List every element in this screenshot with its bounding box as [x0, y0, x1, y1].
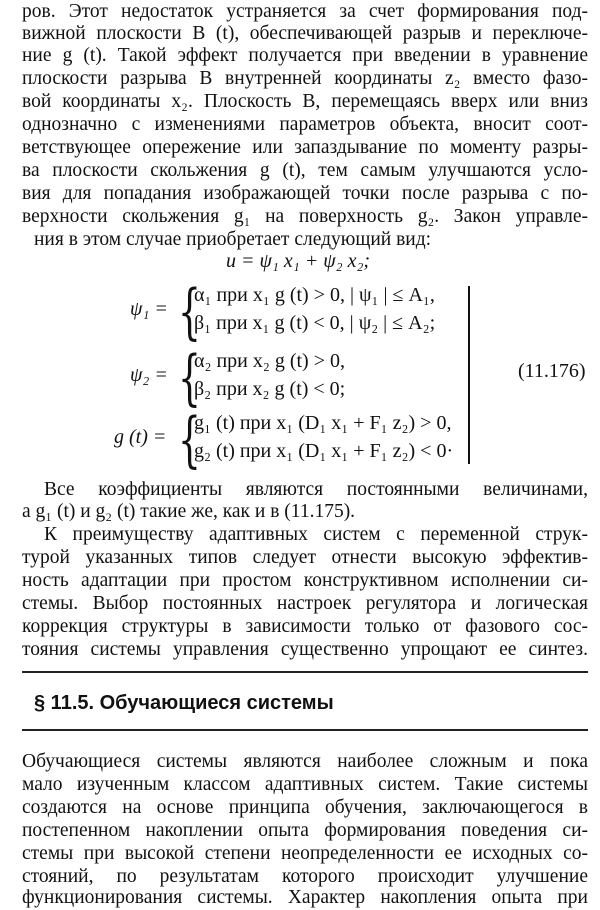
psi2-lhs: ψ₂ =	[130, 364, 168, 386]
text-line: вой координаты x₂. Плоскость B, перемещаясь вверх или вниз	[22, 91, 588, 112]
section-heading: § 11.5. Обучающиеся системы	[34, 692, 334, 714]
text-line: турой указанных типов следует отнести высокую эффектив-	[22, 547, 588, 568]
text-line: стояний, по результатам которого происходит улучшение	[22, 866, 588, 887]
psi1-case-1: α₁ при x₁ g (t) > 0, | ψ₁ | ≤ A₁,	[194, 284, 435, 306]
text-line: ние g (t). Такой эффект получается при введении в уравнение	[22, 45, 588, 66]
left-brace: {	[178, 277, 201, 347]
text-line: тояния системы управления существенно упрощают ее синтез.	[22, 639, 588, 660]
psi2-case-1: α₂ при x₂ g (t) > 0,	[194, 350, 345, 372]
text-line: вижной плоскости B (t), обеспечивающей разрыв и переключе-	[22, 23, 588, 44]
text-line: мало изученным классом адаптивных систем. Такие системы	[22, 774, 588, 795]
psi1-lhs: ψ₁ =	[130, 298, 168, 320]
text-line: Все коэффициенты являются постоянными величинами,	[44, 479, 588, 500]
text-line: ва плоскости скольжения g (t), тем самым улучшаются усло-	[22, 160, 588, 181]
psi1-case-2: β₁ при x₁ g (t) < 0, | ψ₂ | ≤ A₂;	[194, 312, 436, 334]
section-rule-bottom	[22, 729, 588, 731]
text-line: ветствующее опережение или запаздывание по моменту разры-	[22, 137, 588, 158]
text-line: стемы. Выбор постоянных настроек регулятора и логическая	[22, 593, 588, 614]
section-rule-top	[22, 671, 588, 673]
equation-number: (11.176)	[518, 360, 586, 382]
control-law-equation: u = ψ₁ x₁ + ψ₂ x₂;	[226, 250, 371, 272]
text-line: Обучающиеся системы являются наиболее сложным и пока	[22, 751, 588, 772]
text-line: постепенном накоплении опыта формирования поведения си-	[22, 820, 588, 841]
text-line: ров. Этот недостаток устраняется за счет формирования под-	[22, 1, 588, 22]
text-line: плоскости разрыва B внутренней координаты z₂ вместо фазо-	[22, 68, 588, 89]
psi2-case-2: β₂ при x₂ g (t) < 0;	[194, 378, 346, 400]
system-right-bar	[468, 286, 470, 464]
text-line: а g₁ (t) и g₂ (t) такие же, как и в (11.175).	[22, 501, 356, 522]
text-line: создаются на основе принципа обучения, заключающегося в	[22, 797, 588, 818]
text-line: К преимуществу адаптивных систем с переменной струк-	[44, 524, 588, 545]
text-line: однозначно с изменениями параметров объекта, вносит соот-	[22, 114, 588, 135]
g-lhs: g (t) =	[114, 426, 167, 448]
left-brace: {	[178, 343, 201, 413]
text-line: стемы при высокой степени неопределенности ее исходных со-	[22, 843, 588, 864]
g-case-1: g₁ (t) при x₁ (D₁ x₁ + F₁ z₂) > 0,	[194, 412, 452, 434]
text-line: верхности скольжения g₁ на поверхность g₂. Закон управле-	[22, 206, 588, 227]
text-line: вия для попадания изображающей точки после разрыва с по-	[22, 183, 588, 204]
g-case-2: g₂ (t) при x₁ (D₁ x₁ + F₁ z₂) < 0·	[194, 440, 454, 462]
left-brace: {	[178, 405, 201, 475]
text-line: функционирования системы. Характер накопления опыта при	[22, 887, 588, 908]
text-line: коррекция структуры в зависимости только от фазового сос-	[22, 616, 588, 637]
text-line: ность адаптации при простом конструктивном исполнении си-	[22, 570, 588, 591]
text-line: ния в этом случае приобретает следующий вид:	[34, 229, 432, 250]
